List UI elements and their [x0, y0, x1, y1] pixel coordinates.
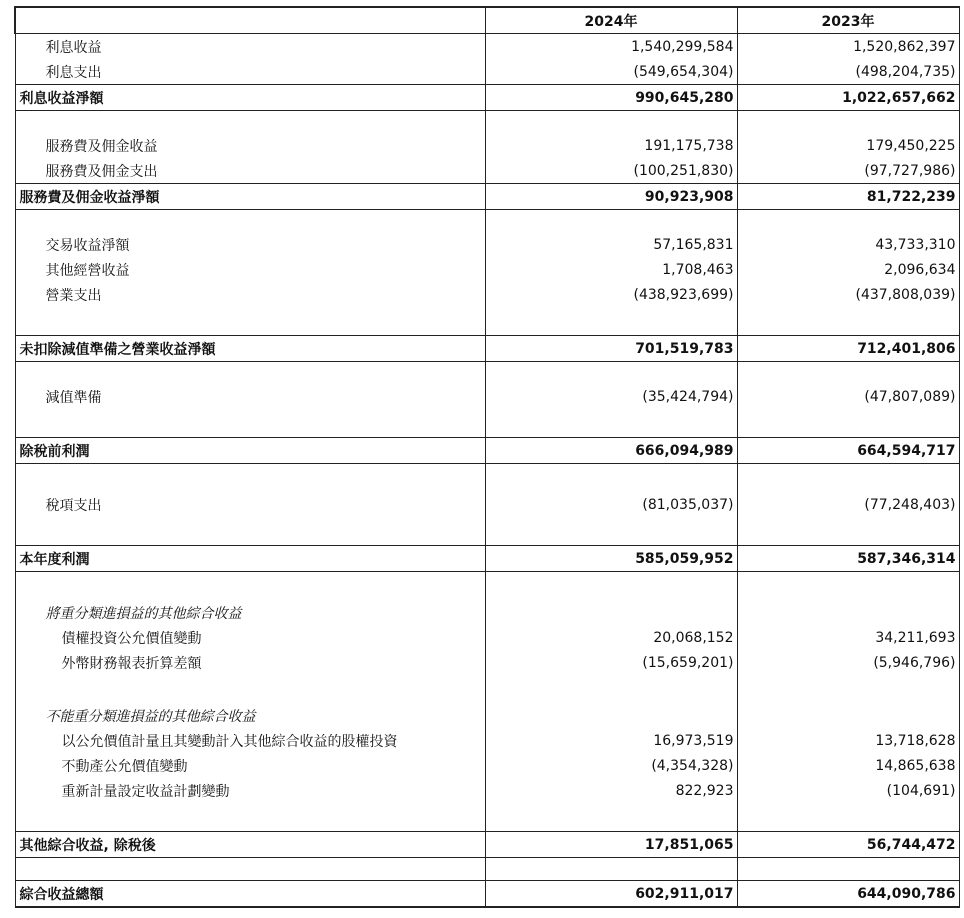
- row-label: 本年度利潤: [15, 546, 485, 572]
- statement-table: [14, 6, 960, 908]
- spacer-row: [15, 464, 959, 493]
- spacer-cell: [737, 675, 959, 703]
- spacer-cell: [737, 111, 959, 134]
- value-2024: (4,354,328): [485, 753, 737, 778]
- value-2023: (97,727,986): [737, 158, 959, 184]
- row-label: 利息收益: [15, 34, 485, 60]
- spacer-cell: [737, 409, 959, 438]
- row-label: 外幣財務報表折算差額: [15, 650, 485, 675]
- value-2024: 57,165,831: [485, 232, 737, 257]
- spacer-cell: [485, 464, 737, 493]
- header-2023: 2023年: [737, 7, 959, 34]
- total-row: [15, 881, 959, 908]
- value-2024: 191,175,738: [485, 133, 737, 158]
- spacer-cell: [15, 362, 485, 385]
- table-row: [15, 492, 959, 517]
- value-2023: (498,204,735): [737, 59, 959, 85]
- table-row: [15, 753, 959, 778]
- value-2024: 90,923,908: [485, 184, 737, 210]
- spacer-cell: [15, 409, 485, 438]
- spacer-cell: [485, 362, 737, 385]
- spacer-cell: [737, 307, 959, 336]
- total-row: [15, 546, 959, 572]
- value-2023: 14,865,638: [737, 753, 959, 778]
- spacer-cell: [737, 517, 959, 546]
- row-label: 營業支出: [15, 282, 485, 307]
- value-2024: 585,059,952: [485, 546, 737, 572]
- spacer-cell: [737, 572, 959, 601]
- row-label: 將重分類進損益的其他綜合收益: [15, 600, 485, 625]
- table-row: [15, 778, 959, 803]
- value-2023: 1,520,862,397: [737, 34, 959, 60]
- spacer-cell: [15, 572, 485, 601]
- row-label: 服務費及佣金收益: [15, 133, 485, 158]
- value-2024: 20,068,152: [485, 625, 737, 650]
- row-label: 交易收益淨額: [15, 232, 485, 257]
- spacer-cell: [485, 517, 737, 546]
- spacer-cell: [15, 517, 485, 546]
- header-2024: 2024年: [485, 7, 737, 34]
- spacer-cell: [15, 464, 485, 493]
- spacer-cell: [485, 675, 737, 703]
- value-2024: (81,035,037): [485, 492, 737, 517]
- value-2023: 712,401,806: [737, 336, 959, 362]
- value-2024: 1,708,463: [485, 257, 737, 282]
- value-2023: (47,807,089): [737, 384, 959, 409]
- value-2024: 16,973,519: [485, 728, 737, 753]
- table-row: [15, 232, 959, 257]
- value-2024: (438,923,699): [485, 282, 737, 307]
- value-2024: (549,654,304): [485, 59, 737, 85]
- header-blank-cell: [15, 7, 485, 34]
- row-label: 未扣除減值準備之營業收益淨額: [15, 336, 485, 362]
- row-label: 其他綜合收益, 除稅後: [15, 832, 485, 858]
- value-2023: (437,808,039): [737, 282, 959, 307]
- table-row: [15, 282, 959, 307]
- value-2023: 587,346,314: [737, 546, 959, 572]
- row-label: 利息支出: [15, 59, 485, 85]
- spacer-cell: [15, 307, 485, 336]
- value-2023: 43,733,310: [737, 232, 959, 257]
- value-2024: 1,540,299,584: [485, 34, 737, 60]
- value-2023: 2,096,634: [737, 257, 959, 282]
- table-row: [15, 650, 959, 675]
- value-2024: (15,659,201): [485, 650, 737, 675]
- row-label: 綜合收益總額: [15, 881, 485, 908]
- total-row: [15, 336, 959, 362]
- spacer-cell: [15, 675, 485, 703]
- spacer-row: [15, 111, 959, 134]
- spacer-row: [15, 307, 959, 336]
- value-2023: (104,691): [737, 778, 959, 803]
- total-row: [15, 832, 959, 858]
- spacer-row: [15, 210, 959, 233]
- table-row: [15, 34, 959, 60]
- row-label: 利息收益淨額: [15, 85, 485, 111]
- value-2023: [737, 703, 959, 728]
- value-2023: [737, 600, 959, 625]
- table-row: [15, 728, 959, 753]
- row-label: 服務費及佣金收益淨額: [15, 184, 485, 210]
- spacer-cell: [485, 572, 737, 601]
- spacer-cell: [737, 858, 959, 881]
- row-label: 除稅前利潤: [15, 438, 485, 464]
- spacer-cell: [15, 858, 485, 881]
- table-row: [15, 384, 959, 409]
- value-2023: 81,722,239: [737, 184, 959, 210]
- value-2024: (100,251,830): [485, 158, 737, 184]
- spacer-row: [15, 803, 959, 832]
- spacer-cell: [485, 858, 737, 881]
- value-2023: 179,450,225: [737, 133, 959, 158]
- value-2023: (5,946,796): [737, 650, 959, 675]
- spacer-cell: [485, 409, 737, 438]
- table-row: [15, 257, 959, 282]
- spacer-cell: [737, 210, 959, 233]
- spacer-cell: [485, 803, 737, 832]
- value-2023: 664,594,717: [737, 438, 959, 464]
- value-2024: 822,923: [485, 778, 737, 803]
- value-2024: 990,645,280: [485, 85, 737, 111]
- row-label: 服務費及佣金支出: [15, 158, 485, 184]
- row-label: 重新計量設定收益計劃變動: [15, 778, 485, 803]
- section-heading-row: [15, 703, 959, 728]
- table-row: [15, 59, 959, 85]
- table-row: [15, 625, 959, 650]
- spacer-row: [15, 409, 959, 438]
- row-label: 減值準備: [15, 384, 485, 409]
- spacer-cell: [737, 362, 959, 385]
- total-row: [15, 184, 959, 210]
- spacer-row: [15, 858, 959, 881]
- row-label: 不能重分類進損益的其他綜合收益: [15, 703, 485, 728]
- value-2024: [485, 703, 737, 728]
- value-2024: 701,519,783: [485, 336, 737, 362]
- spacer-cell: [737, 464, 959, 493]
- row-label: 以公允價值計量且其變動計入其他綜合收益的股權投資: [15, 728, 485, 753]
- spacer-cell: [15, 111, 485, 134]
- spacer-row: [15, 675, 959, 703]
- header-row: [15, 7, 959, 34]
- spacer-cell: [485, 307, 737, 336]
- row-label: 債權投資公允價值變動: [15, 625, 485, 650]
- row-label: 其他經營收益: [15, 257, 485, 282]
- value-2023: 644,090,786: [737, 881, 959, 908]
- row-label: 稅項支出: [15, 492, 485, 517]
- value-2023: 13,718,628: [737, 728, 959, 753]
- spacer-row: [15, 517, 959, 546]
- table-row: [15, 133, 959, 158]
- spacer-cell: [737, 803, 959, 832]
- spacer-cell: [485, 210, 737, 233]
- value-2023: 56,744,472: [737, 832, 959, 858]
- value-2024: 666,094,989: [485, 438, 737, 464]
- spacer-cell: [485, 111, 737, 134]
- value-2023: (77,248,403): [737, 492, 959, 517]
- section-heading-row: [15, 600, 959, 625]
- value-2024: (35,424,794): [485, 384, 737, 409]
- spacer-row: [15, 572, 959, 601]
- value-2024: 602,911,017: [485, 881, 737, 908]
- value-2024: [485, 600, 737, 625]
- value-2023: 34,211,693: [737, 625, 959, 650]
- spacer-cell: [15, 210, 485, 233]
- spacer-cell: [15, 803, 485, 832]
- table-row: [15, 158, 959, 184]
- total-row: [15, 438, 959, 464]
- spacer-row: [15, 362, 959, 385]
- value-2023: 1,022,657,662: [737, 85, 959, 111]
- value-2024: 17,851,065: [485, 832, 737, 858]
- row-label: 不動產公允價值變動: [15, 753, 485, 778]
- total-row: [15, 85, 959, 111]
